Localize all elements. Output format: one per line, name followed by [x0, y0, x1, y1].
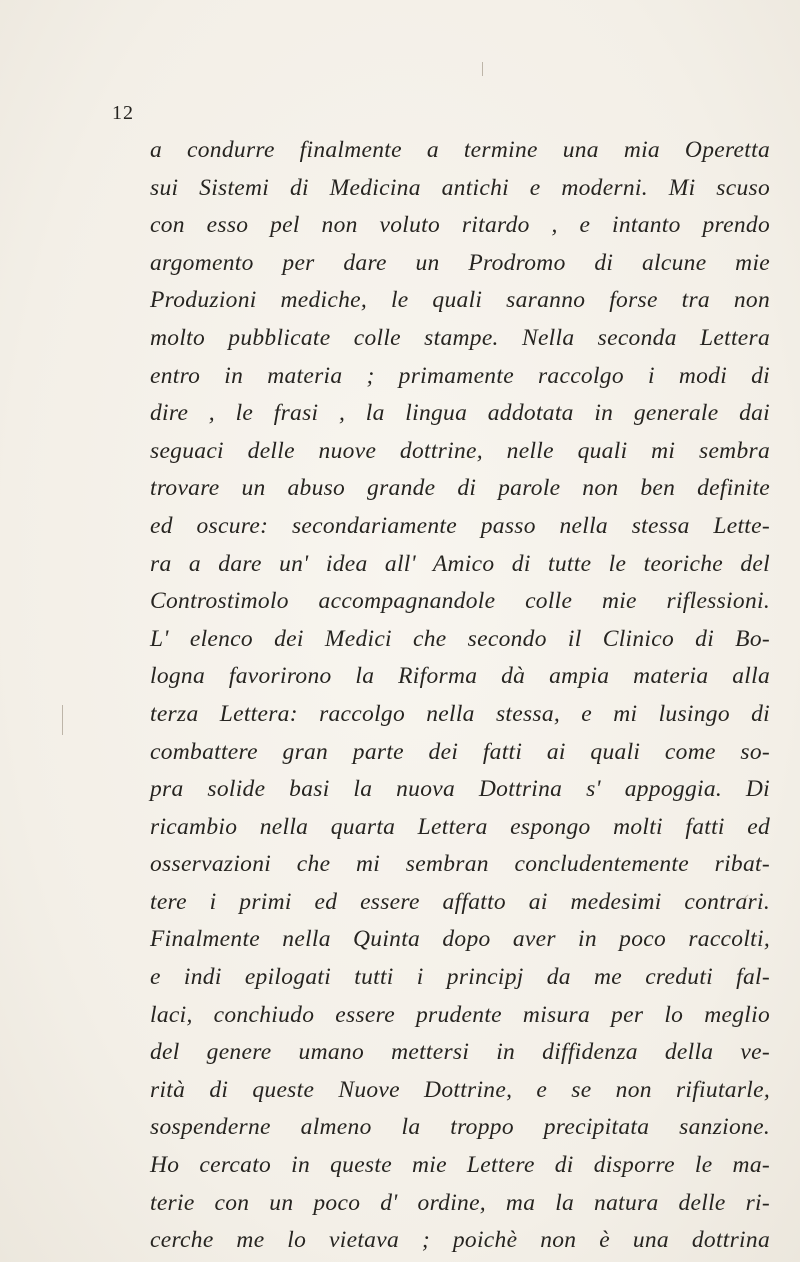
text-line: Produzioni mediche, le quali saranno forse tra non — [150, 287, 770, 314]
text-line: sospenderne almeno la troppo precipitata sanzione. — [150, 1114, 770, 1141]
text-line: Ho cercato in queste mie Lettere di disporre le ma- — [150, 1152, 770, 1179]
text-line: a condurre finalmente a termine una mia Operetta — [150, 137, 770, 163]
text-line: pra solide basi la nuova Dottrina s' appoggia. Di — [150, 776, 770, 803]
text-line: trovare un abuso grande di parole non ben definite — [150, 475, 770, 502]
text-line: terza Lettera: raccolgo nella stessa, e mi lusingo di — [150, 700, 770, 727]
text-line: tere i primi ed essere affatto ai medesimi contrari. — [150, 888, 770, 915]
text-line: Controstimolo accompagnandole colle mie riflessioni. — [150, 588, 770, 615]
paper-speck — [482, 62, 483, 76]
text-line: dire , le frasi , la lingua addotata in generale dai — [150, 400, 770, 427]
body-text — [150, 132, 770, 1260]
text-line: L' elenco dei Medici che secondo il Clinico di Bo- — [150, 625, 770, 652]
text-line: del genere umano mettersi in diffidenza della ve- — [150, 1039, 770, 1066]
text-line: terie con un poco d' ordine, ma la natura delle ri- — [150, 1189, 770, 1216]
page-number: 12 — [112, 102, 134, 124]
text-line: ricambio nella quarta Lettera espongo molti fatti ed — [150, 813, 770, 840]
text-line: cerche me lo vietava ; poichè non è una dottrina — [150, 1227, 770, 1254]
text-line: combattere gran parte dei fatti ai quali come so- — [150, 738, 770, 765]
text-line: seguaci delle nuove dottrine, nelle quali mi sembra — [150, 437, 770, 464]
text-line: e indi epilogati tutti i principj da me creduti fal- — [150, 964, 770, 991]
text-line: laci, conchiudo essere prudente misura per lo meglio — [150, 1001, 770, 1028]
text-line: ed oscure: secondariamente passo nella stessa Lette- — [150, 512, 770, 539]
text-line: logna favorirono la Riforma dà ampia materia alla — [150, 663, 770, 690]
paper-speck — [62, 705, 63, 735]
text-line: osservazioni che mi sembran concludentemente ribat- — [150, 851, 770, 878]
text-line: molto pubblicate colle stampe. Nella seconda Lettera — [150, 324, 770, 351]
text-line: Finalmente nella Quinta dopo aver in poco raccolti, — [150, 926, 770, 953]
text-line: rità di queste Nuove Dottrine, e se non rifiutarle, — [150, 1076, 770, 1103]
text-line: ra a dare un' idea all' Amico di tutte le teoriche del — [150, 550, 770, 577]
text-line: argomento per dare un Prodromo di alcune mie — [150, 249, 770, 276]
text-line: con esso pel non voluto ritardo , e intanto prendo — [150, 212, 770, 239]
text-line: sui Sistemi di Medicina antichi e moderni. Mi scuso — [150, 174, 770, 201]
text-line: entro in materia ; primamente raccolgo i modi di — [150, 362, 770, 389]
